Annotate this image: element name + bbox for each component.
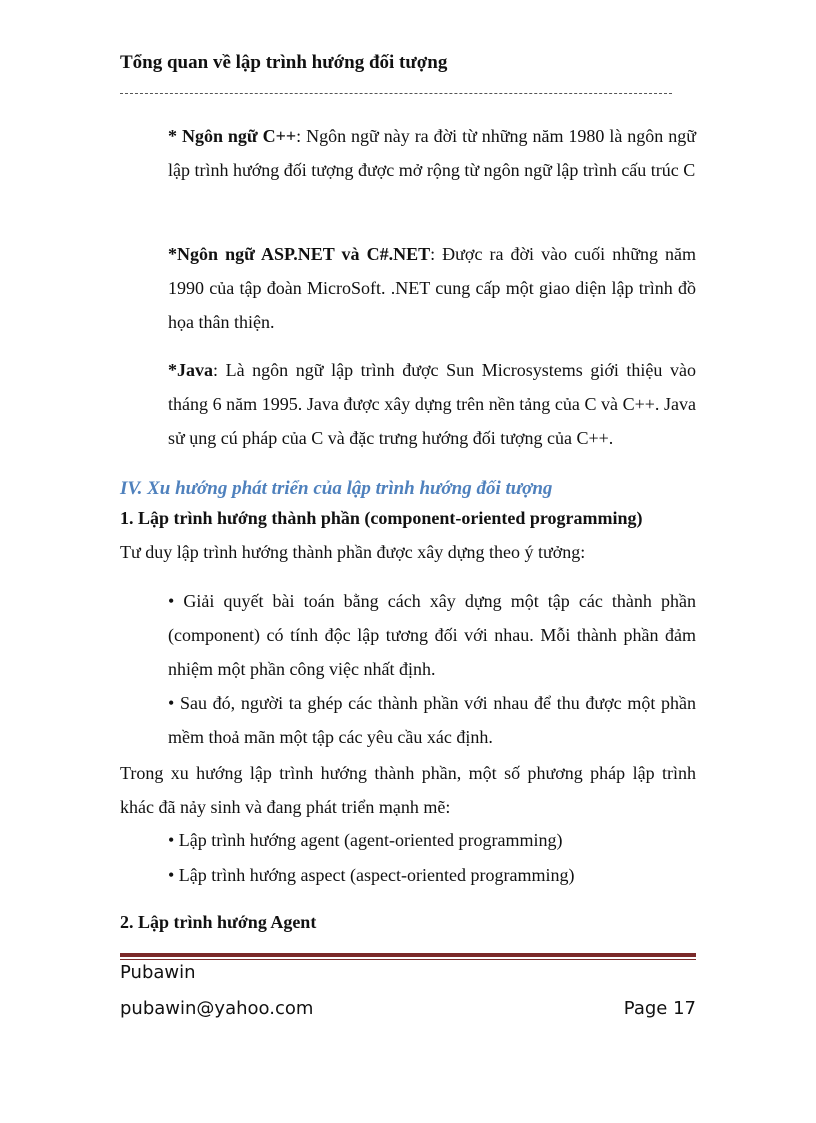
language-dotnet-paragraph (168, 237, 696, 339)
trend-paragraph: Trong xu hướng lập trình hướng thành phần, một số phương pháp lập trình khác đã nảy sinh và đang phát triển mạnh mẽ: (120, 763, 696, 817)
language-cpp-text: : Ngôn ngữ này ra đời từ những năm 1980 là ngôn ngữ lập trình hướng đối tượng được mở rộng từ ngôn ngữ lập trình cấu trúc C (168, 126, 696, 180)
footer-email: pubawin@yahoo.com (120, 998, 314, 1019)
subsection-2-heading: 2. Lập trình hướng Agent (120, 912, 317, 932)
subsection-1-heading: 1. Lập trình hướng thành phần (component-oriented programming) (120, 508, 643, 528)
language-java-text: : Là ngôn ngữ lập trình được Sun Microsystems giới thiệu vào tháng 6 năm 1995. Java được xây dựng trên nền tảng của C và C++. Java sử ụng cú pháp của C và đặc trưng hướng đối tượng của C++. (168, 360, 696, 448)
footer-divider-thick (120, 953, 696, 957)
language-cpp-paragraph (168, 119, 696, 187)
language-dotnet-text: : Được ra đời vào cuối những năm 1990 của tập đoàn MicroSoft. .NET cung cấp một giao diện lập trình đồ họa thân thiện. (168, 244, 696, 332)
language-java-paragraph (168, 353, 696, 455)
page-header-title: Tổng quan về lập trình hướng đối tượng (120, 52, 448, 73)
language-dotnet-name: *Ngôn ngữ ASP.NET và C#.NET (168, 244, 431, 264)
footer-page-number: Page 17 (623, 998, 696, 1019)
section-heading: IV. Xu hướng phát triển của lập trình hướng đối tượng (120, 478, 553, 499)
component-bullet-1: • Giải quyết bài toán bằng cách xây dựng một tập các thành phần (component) có tính độc lập tương đối với nhau. Mỗi thành phần đảm nhiệm một phần công việc nhất định. (168, 591, 696, 679)
method-item-aspect: • Lập trình hướng aspect (aspect-oriented programming) (168, 865, 575, 885)
language-cpp-name: * Ngôn ngữ C++ (168, 126, 297, 146)
language-java-name: *Java (168, 360, 213, 380)
component-bullet-2: • Sau đó, người ta ghép các thành phần với nhau để thu được một phần mềm thoả mãn một tập các yêu cầu xác định. (168, 693, 696, 747)
footer-author: Pubawin (120, 962, 196, 983)
method-item-agent: • Lập trình hướng agent (agent-oriented programming) (168, 830, 563, 850)
subsection-1-intro: Tư duy lập trình hướng thành phần được xây dựng theo ý tưởng: (120, 542, 586, 562)
header-divider (120, 93, 672, 94)
footer-divider-thin (120, 959, 696, 960)
